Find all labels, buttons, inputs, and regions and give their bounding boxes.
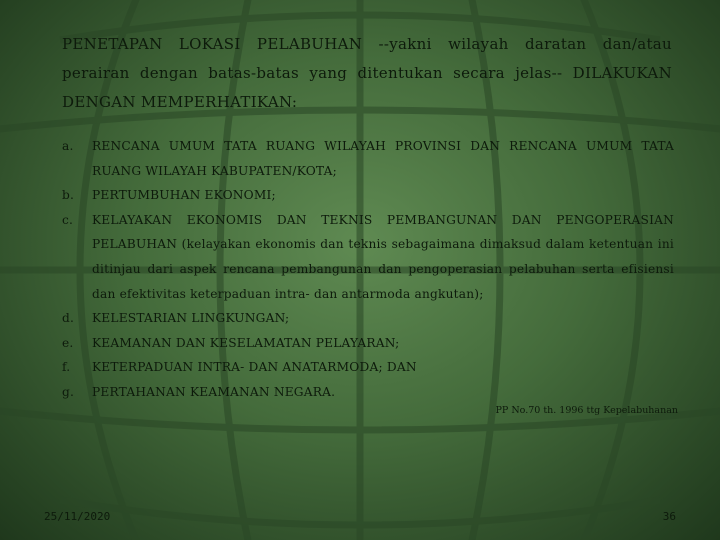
list-item-text: KELESTARIAN LINGKUNGAN;	[92, 311, 290, 326]
list-item	[62, 380, 674, 405]
list-item-text: KELAYAKAN EKONOMIS DAN TEKNIS PEMBANGUNAN DAN PENGOPERASIAN PELABUHAN (kelayakan ekonomis dan teknis sebagaimana dimaksud dalam ketentuan ini ditinjau dari aspek rencana pembangunan dan pengoperasian pelabuhan serta efisiensi dan efektivitas keterpaduan intra- dan antarmoda angkutan);	[92, 212, 674, 301]
list-item-text: PERTAHANAN KEAMANAN NEGARA.	[92, 384, 336, 399]
list-marker: b.	[62, 188, 75, 203]
list-item	[62, 134, 674, 183]
list-marker: g.	[62, 384, 75, 399]
list-item-text: KETERPADUAN INTRA- DAN ANATARMODA; DAN	[92, 360, 417, 375]
source-citation: PP No.70 th. 1996 ttg Kepelabuhanan	[495, 405, 678, 416]
list-item	[62, 183, 674, 208]
list-item	[62, 306, 674, 331]
list-item-text: PERTUMBUHAN EKONOMI;	[92, 188, 276, 203]
footer-date: 25/11/2020	[44, 510, 111, 523]
list-item	[62, 208, 674, 306]
list-item	[62, 331, 674, 356]
list-marker: f.	[62, 360, 71, 375]
list-item-text: RENCANA UMUM TATA RUANG WILAYAH PROVINSI DAN RENCANA UMUM TATA RUANG WILAYAH KABUPATEN/KOTA;	[92, 139, 674, 178]
list-item	[62, 355, 674, 380]
intro-text: PENETAPAN LOKASI PELABUHAN --yakni wilayah daratan dan/atau perairan dengan batas-batas yang ditentukan secara jelas-- DILAKUKAN DENGAN MEMPERHATIKAN:	[62, 35, 672, 111]
page-number: 36	[662, 510, 676, 523]
list-item-text: KEAMANAN DAN KESELAMATAN PELAYARAN;	[92, 335, 400, 350]
list-marker: e.	[62, 335, 74, 350]
criteria-list	[62, 134, 674, 405]
list-marker: d.	[62, 311, 75, 326]
list-marker: a.	[62, 139, 74, 153]
list-marker: c.	[62, 212, 74, 227]
intro-paragraph	[62, 30, 672, 117]
